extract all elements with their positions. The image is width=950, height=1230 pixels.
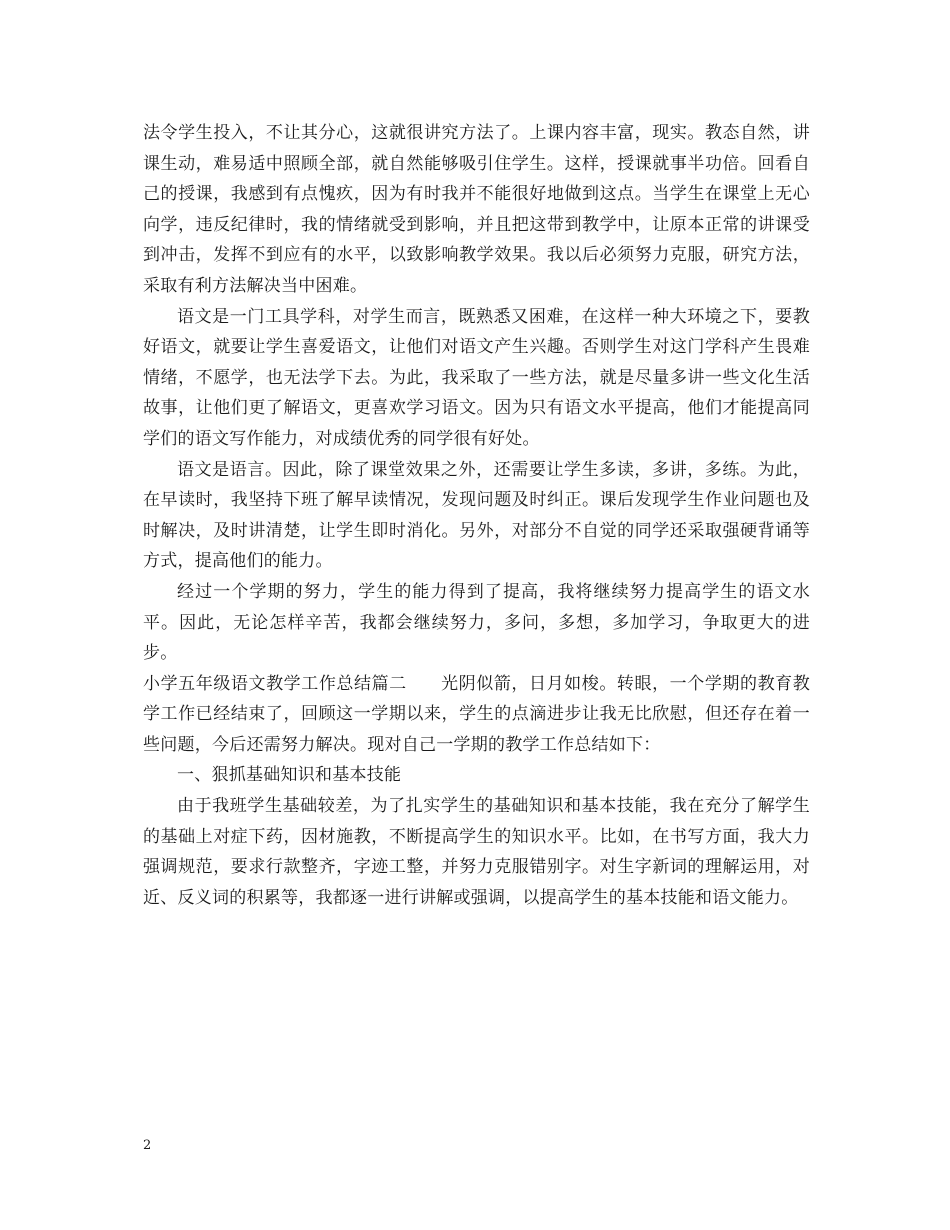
paragraph-semester-effort: 经过一个学期的努力，学生的能力得到了提高，我将继续努力提高学生的语文水平。因此，无论怎样辛苦，我都会继续努力，多问，多想，多加学习，争取更大的进步。 bbox=[143, 581, 810, 664]
paragraph-language-tool: 语文是一门工具学科，对学生而言，既熟悉又困难，在这样一种大环境之下，要教好语文，就要让学生喜爱语文，让他们对语文产生兴趣。否则学生对这门学科产生畏难情绪，不愿学，也无法学下去。为此，我采取了一些方法，就是尽量多讲一些文化生活故事，让他们更了解语文，更喜欢学习语文。因为只有语文水平提高，他们才能提高同学们的语文写作能力，对成绩优秀的同学很有好处。 bbox=[143, 306, 810, 449]
paragraph-continued: 法令学生投入，不让其分心，这就很讲究方法了。上课内容丰富，现实。教态自然，讲课生动，难易适中照顾全部，就自然能够吸引住学生。这样，授课就事半功倍。回看自己的授课，我感到有点愧疚，因为有时我并不能很好地做到这点。当学生在课堂上无心向学，违反纪律时，我的情绪就受到影响，并且把这带到教学中，让原本正常的讲课受到冲击，发挥不到应有的水平，以致影响教学效果。我以后必须努力克服，研究方法，采取有利方法解决当中困难。 bbox=[143, 123, 810, 296]
subheading-basic-skills: 一、狠抓基础知识和基本技能 bbox=[177, 765, 402, 786]
section-title: 小学五年级语文教学工作总结篇二 bbox=[143, 673, 407, 694]
document-body bbox=[143, 118, 810, 913]
paragraph-basic-skills: 由于我班学生基础较差，为了扎实学生的基础知识和基本技能，我在充分了解学生的基础上对症下药，因材施教，不断提高学生的知识水平。比如，在书写方面，我大力强调规范，要求行款整齐，字迹工整，并努力克服错别字。对生字新词的理解运用，对近、反义词的积累等，我都逐一进行讲解或强调，以提高学生的基本技能和语文能力。 bbox=[143, 796, 810, 908]
section-two-intro bbox=[143, 669, 810, 761]
section-intro-text: 光阴似箭，日月如梭。转眼，一个学期的教育教学工作已经结束了，回顾这一学期以来，学生的点滴进步让我无比欣慰，但还存在着一些问题，今后还需努力解决。现对自己一学期的教学工作总结如下： bbox=[143, 673, 810, 755]
page-number: 2 bbox=[143, 1138, 152, 1153]
paragraph-language-practice: 语文是语言。因此，除了课堂效果之外，还需要让学生多读，多讲，多练。为此，在早读时，我坚持下班了解早读情况，发现问题及时纠正。课后发现学生作业问题也及时解决，及时讲清楚，让学生即时消化。另外，对部分不自觉的同学还采取强硬背诵等方式，提高他们的能力。 bbox=[143, 459, 810, 572]
